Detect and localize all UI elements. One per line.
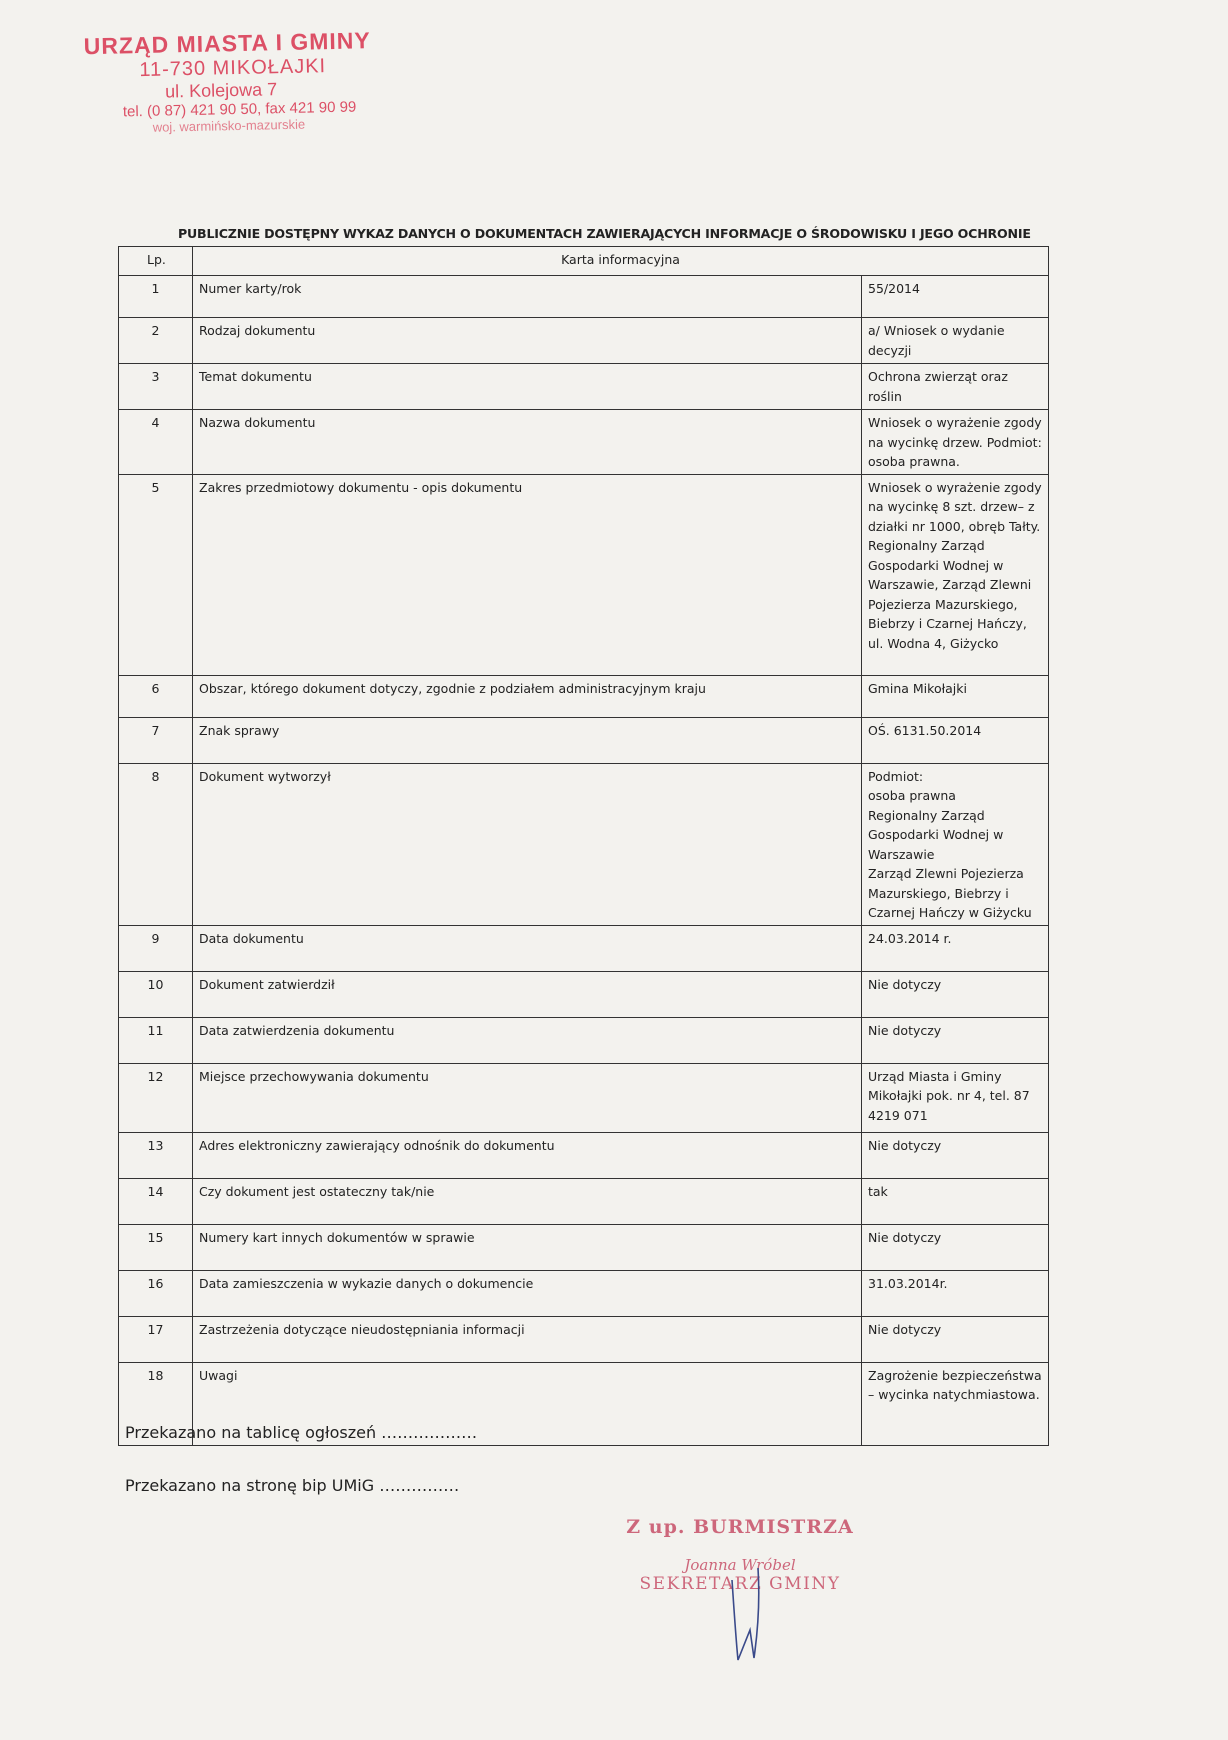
row-value: Wniosek o wyrażenie zgody na wycinkę 8 szt. drzew– z działki nr 1000, obręb Tałty. Regionalny Zarząd Gospodarki Wodnej w Warszawie, Zarząd Zlewni Pojezierza Mazurskiego, Biebrzy i Czarnej Hańczy, ul. Wodna 4, Giżycko <box>862 474 1049 675</box>
row-number: 13 <box>119 1132 193 1178</box>
stamp-line-4: tel. (0 87) 421 90 50, fax 421 90 99 <box>122 98 357 121</box>
row-value: a/ Wniosek o wydanie decyzji <box>862 318 1049 364</box>
row-number: 3 <box>119 364 193 410</box>
stamp-line-3: ul. Kolejowa 7 <box>164 79 278 102</box>
table-row <box>119 675 1049 717</box>
row-number: 18 <box>119 1362 193 1445</box>
table-row <box>119 474 1049 675</box>
row-label: Data dokumentu <box>193 925 862 971</box>
row-label: Zakres przedmiotowy dokumentu - opis dokumentu <box>193 474 862 675</box>
row-label: Dokument zatwierdził <box>193 971 862 1017</box>
row-number: 11 <box>119 1017 193 1063</box>
table-row <box>119 1063 1049 1132</box>
table-row <box>119 410 1049 475</box>
row-number: 7 <box>119 717 193 763</box>
row-label: Numer karty/rok <box>193 276 862 318</box>
stamp-line-2: 11-730 MIKOŁAJKI <box>139 55 327 82</box>
row-label: Temat dokumentu <box>193 364 862 410</box>
row-number: 17 <box>119 1316 193 1362</box>
row-value: Podmiot: osoba prawna Regionalny Zarząd Gospodarki Wodnej w Warszawie Zarząd Zlewni Pojezierza Mazurskiego, Biebrzy i Czarnej Hańczy w Giżycku <box>862 763 1049 925</box>
row-value: 24.03.2014 r. <box>862 925 1049 971</box>
row-label: Nazwa dokumentu <box>193 410 862 475</box>
row-label: Rodzaj dokumentu <box>193 318 862 364</box>
row-value: Nie dotyczy <box>862 1132 1049 1178</box>
row-value: 31.03.2014r. <box>862 1270 1049 1316</box>
row-value: Ochrona zwierząt oraz roślin <box>862 364 1049 410</box>
row-label: Dokument wytworzył <box>193 763 862 925</box>
row-value: Nie dotyczy <box>862 1224 1049 1270</box>
row-value: Urząd Miasta i Gminy Mikołajki pok. nr 4, tel. 87 4219 071 <box>862 1063 1049 1132</box>
row-value: Wniosek o wyrażenie zgody na wycinkę drzew. Podmiot: osoba prawna. <box>862 410 1049 475</box>
table-row <box>119 971 1049 1017</box>
row-value: OŚ. 6131.50.2014 <box>862 717 1049 763</box>
row-label: Uwagi <box>193 1362 862 1445</box>
document-title: PUBLICZNIE DOSTĘPNY WYKAZ DANYCH O DOKUMENTACH ZAWIERAJĄCYCH INFORMACJE O ŚRODOWISKU I JEGO OCHRONIE <box>178 226 1031 241</box>
row-label: Adres elektroniczny zawierający odnośnik do dokumentu <box>193 1132 862 1178</box>
header-title: Karta informacyjna <box>193 247 1049 276</box>
row-value: 55/2014 <box>862 276 1049 318</box>
row-number: 1 <box>119 276 193 318</box>
office-stamp <box>77 27 399 137</box>
table-row <box>119 1017 1049 1063</box>
row-label: Zastrzeżenia dotyczące nieudostępniania informacji <box>193 1316 862 1362</box>
table-row <box>119 1132 1049 1178</box>
signature-stamp-line-2: Joanna Wróbel <box>684 1556 796 1574</box>
table-row <box>119 276 1049 318</box>
table-header-row <box>119 247 1049 276</box>
info-card-table <box>118 246 1049 1446</box>
row-number: 8 <box>119 763 193 925</box>
footer-notice-board: Przekazano na tablicę ogłoszeń ……………… <box>125 1423 478 1442</box>
row-value: Nie dotyczy <box>862 1017 1049 1063</box>
row-label: Data zatwierdzenia dokumentu <box>193 1017 862 1063</box>
row-number: 16 <box>119 1270 193 1316</box>
row-number: 2 <box>119 318 193 364</box>
stamp-line-1: URZĄD MIASTA I GMINY <box>83 27 371 60</box>
footer-bip-page: Przekazano na stronę bip UMiG …………… <box>125 1476 460 1495</box>
header-lp: Lp. <box>119 247 193 276</box>
row-number: 10 <box>119 971 193 1017</box>
signature-stamp-line-1: Z up. BURMISTRZA <box>626 1516 854 1538</box>
signature-stamp-line-3: SEKRETARZ GMINY <box>639 1574 841 1594</box>
handwritten-signature <box>720 1560 780 1670</box>
row-number: 12 <box>119 1063 193 1132</box>
row-number: 15 <box>119 1224 193 1270</box>
table-row <box>119 318 1049 364</box>
table-row <box>119 1270 1049 1316</box>
row-label: Czy dokument jest ostateczny tak/nie <box>193 1178 862 1224</box>
row-value: Nie dotyczy <box>862 971 1049 1017</box>
row-number: 14 <box>119 1178 193 1224</box>
table-row <box>119 1178 1049 1224</box>
table-row <box>119 763 1049 925</box>
table-row <box>119 1224 1049 1270</box>
table-row <box>119 1316 1049 1362</box>
row-label: Znak sprawy <box>193 717 862 763</box>
table-row <box>119 364 1049 410</box>
row-value: Gmina Mikołajki <box>862 675 1049 717</box>
row-value: tak <box>862 1178 1049 1224</box>
row-value: Zagrożenie bezpieczeństwa – wycinka natychmiastowa. <box>862 1362 1049 1445</box>
row-number: 6 <box>119 675 193 717</box>
row-number: 9 <box>119 925 193 971</box>
table-row <box>119 717 1049 763</box>
row-label: Miejsce przechowywania dokumentu <box>193 1063 862 1132</box>
row-number: 5 <box>119 474 193 675</box>
stamp-line-5: woj. warmińsko-mazurskie <box>152 116 306 135</box>
table-row <box>119 925 1049 971</box>
row-label: Data zamieszczenia w wykazie danych o dokumencie <box>193 1270 862 1316</box>
row-value: Nie dotyczy <box>862 1316 1049 1362</box>
row-label: Obszar, którego dokument dotyczy, zgodnie z podziałem administracyjnym kraju <box>193 675 862 717</box>
row-number: 4 <box>119 410 193 475</box>
row-label: Numery kart innych dokumentów w sprawie <box>193 1224 862 1270</box>
